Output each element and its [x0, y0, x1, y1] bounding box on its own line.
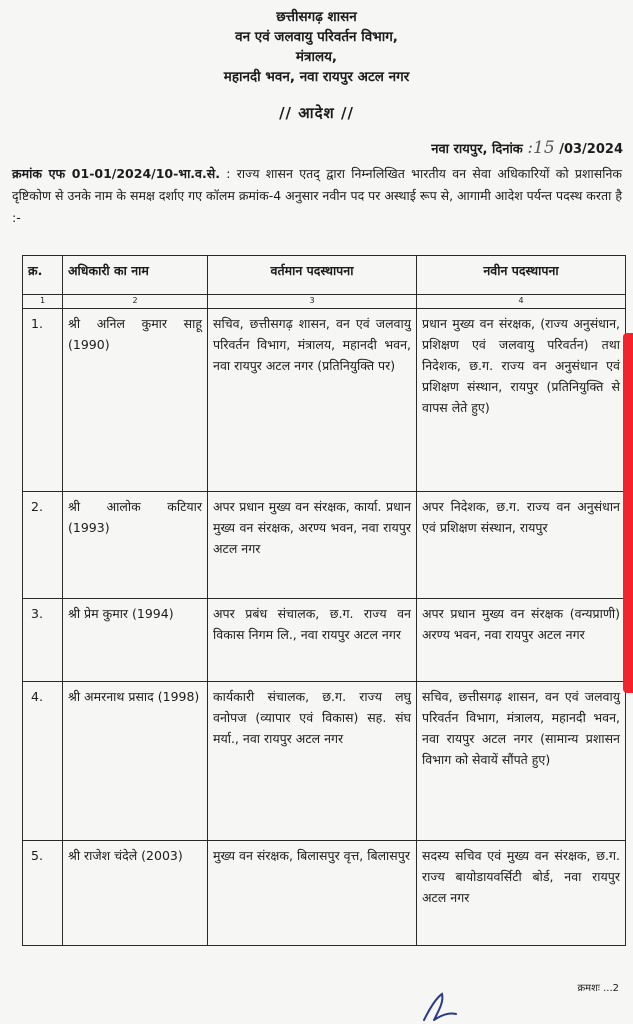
header-department: वन एवं जलवायु परिवर्तन विभाग,	[235, 29, 398, 45]
highlight-bar	[623, 333, 633, 693]
table-row	[23, 599, 626, 682]
header-new-posting: नवीन पदस्थापना	[417, 256, 626, 295]
date-day: :15	[527, 138, 555, 158]
order-number: क्रमांक एफ 01-01/2024/10-भा.व.से.	[12, 166, 220, 181]
signature-mark	[420, 990, 460, 1024]
row-serial: 3.	[23, 599, 63, 682]
row-serial: 1.	[23, 309, 63, 492]
column-number-row	[23, 295, 626, 309]
row-current-posting: अपर प्रधान मुख्य वन संरक्षक, कार्या. प्रधान मुख्य वन संरक्षक, अरण्य भवन, नवा रायपुर अटल नगर	[208, 492, 417, 599]
order-title: // आदेश //	[279, 104, 354, 122]
order-body: : राज्य शासन एतद् द्वारा निम्नलिखित भारतीय वन सेवा अधिकारियों को प्रशासनिक दृष्टिकोण से उनके नाम के समक्ष दर्शाए गए कॉलम क्रमांक-4 अनुसार नवीन पद पर अस्थाई रूप से, आगामी आदेश पर्यन्त पदस्थ करता है :-	[12, 166, 622, 225]
col-number: 4	[417, 295, 626, 309]
header-serial: क्र.	[23, 256, 63, 295]
row-serial: 5.	[23, 841, 63, 946]
posting-table	[22, 255, 626, 946]
row-serial: 2.	[23, 492, 63, 599]
col-number: 1	[23, 295, 63, 309]
row-serial: 4.	[23, 682, 63, 841]
col-number: 2	[63, 295, 208, 309]
row-new-posting: अपर निदेशक, छ.ग. राज्य वन अनुसंधान एवं प्रशिक्षण संस्थान, रायपुर	[417, 492, 626, 599]
order-paragraph	[12, 163, 622, 229]
row-officer-name: श्री अमरनाथ प्रसाद (1998)	[63, 682, 208, 841]
table-row	[23, 841, 626, 946]
row-current-posting: अपर प्रबंध संचालक, छ.ग. राज्य वन विकास निगम लि., नवा रायपुर अटल नगर	[208, 599, 417, 682]
row-officer-name: श्री आलोक कटियार (1993)	[63, 492, 208, 599]
row-new-posting: सदस्य सचिव एवं मुख्य वन संरक्षक, छ.ग. राज्य बायोडायवर्सिटी बोर्ड, नवा रायपुर अटल नगर	[417, 841, 626, 946]
table-row	[23, 309, 626, 492]
date-prefix: नवा रायपुर, दिनांक	[431, 142, 523, 157]
row-officer-name: श्री राजेश चंदेले (2003)	[63, 841, 208, 946]
table-header-row	[23, 256, 626, 295]
header-officer-name: अधिकारी का नाम	[63, 256, 208, 295]
table-row	[23, 492, 626, 599]
table-row	[23, 682, 626, 841]
header-govt: छत्तीसगढ़ शासन	[276, 9, 357, 25]
row-new-posting: अपर प्रधान मुख्य वन संरक्षक (वन्यप्राणी) अरण्य भवन, नवा रायपुर अटल नगर	[417, 599, 626, 682]
col-number: 3	[208, 295, 417, 309]
order-date	[431, 138, 623, 158]
row-officer-name: श्री प्रेम कुमार (1994)	[63, 599, 208, 682]
row-new-posting: सचिव, छत्तीसगढ़ शासन, वन एवं जलवायु परिवर्तन विभाग, मंत्रालय, महानदी भवन, नवा रायपुर अटल नगर (सामान्य प्रशासन विभाग को सेवायें सौंपते हुए)	[417, 682, 626, 841]
row-new-posting: प्रधान मुख्य वन संरक्षक, (राज्य अनुसंधान, प्रशिक्षण एवं जलवायु परिवर्तन) तथा निदेशक, छ.ग. राज्य वन अनुसंधान एवं प्रशिक्षण संस्थान, रायपुर (प्रतिनियुक्ति से वापस लेते हुए)	[417, 309, 626, 492]
row-current-posting: सचिव, छत्तीसगढ़ शासन, वन एवं जलवायु परिवर्तन विभाग, मंत्रालय, महानदी भवन, नवा रायपुर अटल नगर (प्रतिनियुक्ति पर)	[208, 309, 417, 492]
header-ministry: मंत्रालय,	[295, 49, 338, 65]
row-current-posting: कार्यकारी संचालक, छ.ग. राज्य लघु वनोपज (व्यापार एवं विकास) सह. संघ मर्या., नवा रायपुर अटल नगर	[208, 682, 417, 841]
row-officer-name: श्री अनिल कुमार साहू (1990)	[63, 309, 208, 492]
row-current-posting: मुख्य वन संरक्षक, बिलासपुर वृत्त, बिलासपुर	[208, 841, 417, 946]
header-current-posting: वर्तमान पदस्थापना	[208, 256, 417, 295]
continued-note: क्रमशः ...2	[577, 983, 619, 994]
date-suffix: /03/2024	[559, 142, 623, 157]
header-address: महानदी भवन, नवा रायपुर अटल नगर	[223, 69, 410, 85]
